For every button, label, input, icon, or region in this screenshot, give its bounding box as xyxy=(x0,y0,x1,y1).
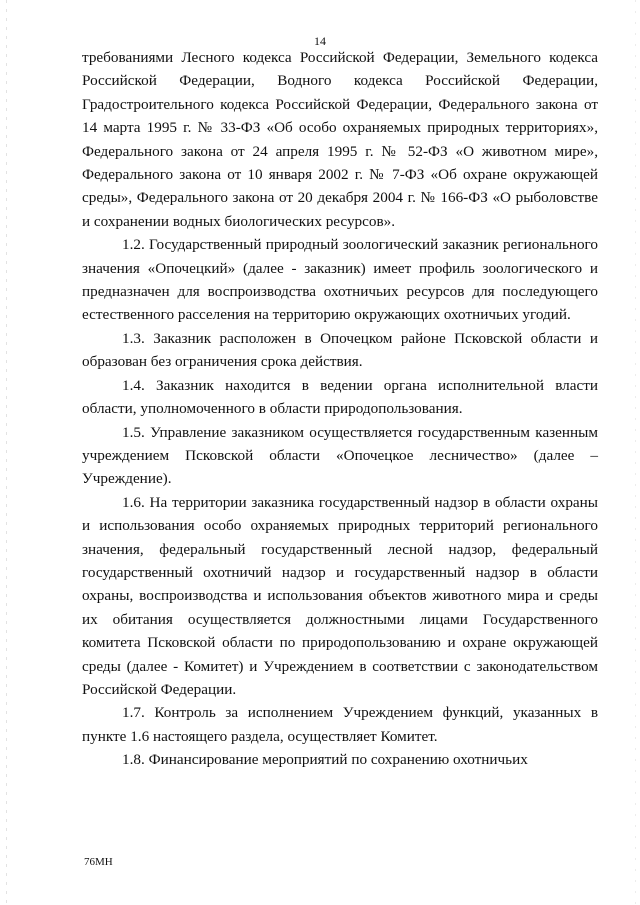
paragraph-1-6: 1.6. На территории заказника государственный надзор в области охраны и использования особо охраняемых природных территорий регионального значения, федеральный государственный лесной надзор, федеральный государственный охотничий надзор и государственный надзор в области охраны, воспроизводства и использования объектов животного мира и среды их обитания осуществляется должностными лицами Государственного комитета Псковской области по природопользованию и охране окружающей среды (далее - Комитет) и Учреждением в соответствии с законодательством Российской Федерации. xyxy=(82,493,598,698)
page-number: 14 xyxy=(314,34,326,48)
paragraph-1-2: 1.2. Государственный природный зоологический заказник регионального значения «Опочецкий» (далее - заказник) имеет профиль зоологического и предназначен для воспроизводства охотничьих ресурсов для последующего естественного расселения на территорию окружающих охотничьих угодий. xyxy=(82,236,598,324)
paragraph-1-4: 1.4. Заказник находится в ведении органа исполнительной власти области, уполномоченного в области природопользования. xyxy=(82,376,598,418)
paragraph-continuation: требованиями Лесного кодекса Российской Федерации, Земельного кодекса Российской Федерации, Водного кодекса Российской Федерации, Градостроительного кодекса Российской Федерации, Федерального закона от 14 марта 1995 г. № 33-ФЗ «Об особо охраняемых природных территориях», Федерального закона от 24 апреля 1995 г. № 52-ФЗ «О животном мире», Федерального закона от 10 января 2002 г. № 7-ФЗ «Об охране окружающей среды», Федерального закона от 20 декабря 2004 г. № 166-ФЗ «О рыболовстве и сохранении водных биологических ресурсов». xyxy=(82,49,598,230)
document-body xyxy=(82,46,598,772)
paragraph-1-5: 1.5. Управление заказником осуществляется государственным казенным учреждением Псковской области «Опочецкое лесничество» (далее – Учреждение). xyxy=(82,423,598,488)
scan-edge-left xyxy=(6,0,7,905)
paragraph-1-8: 1.8. Финансирование мероприятий по сохранению охотничьих xyxy=(122,751,528,769)
paragraph-1-7: 1.7. Контроль за исполнением Учреждением функций, указанных в пункте 1.6 настоящего раздела, осуществляет Комитет. xyxy=(82,704,598,745)
paragraph-1-3: 1.3. Заказник расположен в Опочецком районе Псковской области и образован без ограничения срока действия. xyxy=(82,329,598,371)
footer-document-code: 76МН xyxy=(84,856,113,868)
scan-edge-right xyxy=(635,0,636,905)
